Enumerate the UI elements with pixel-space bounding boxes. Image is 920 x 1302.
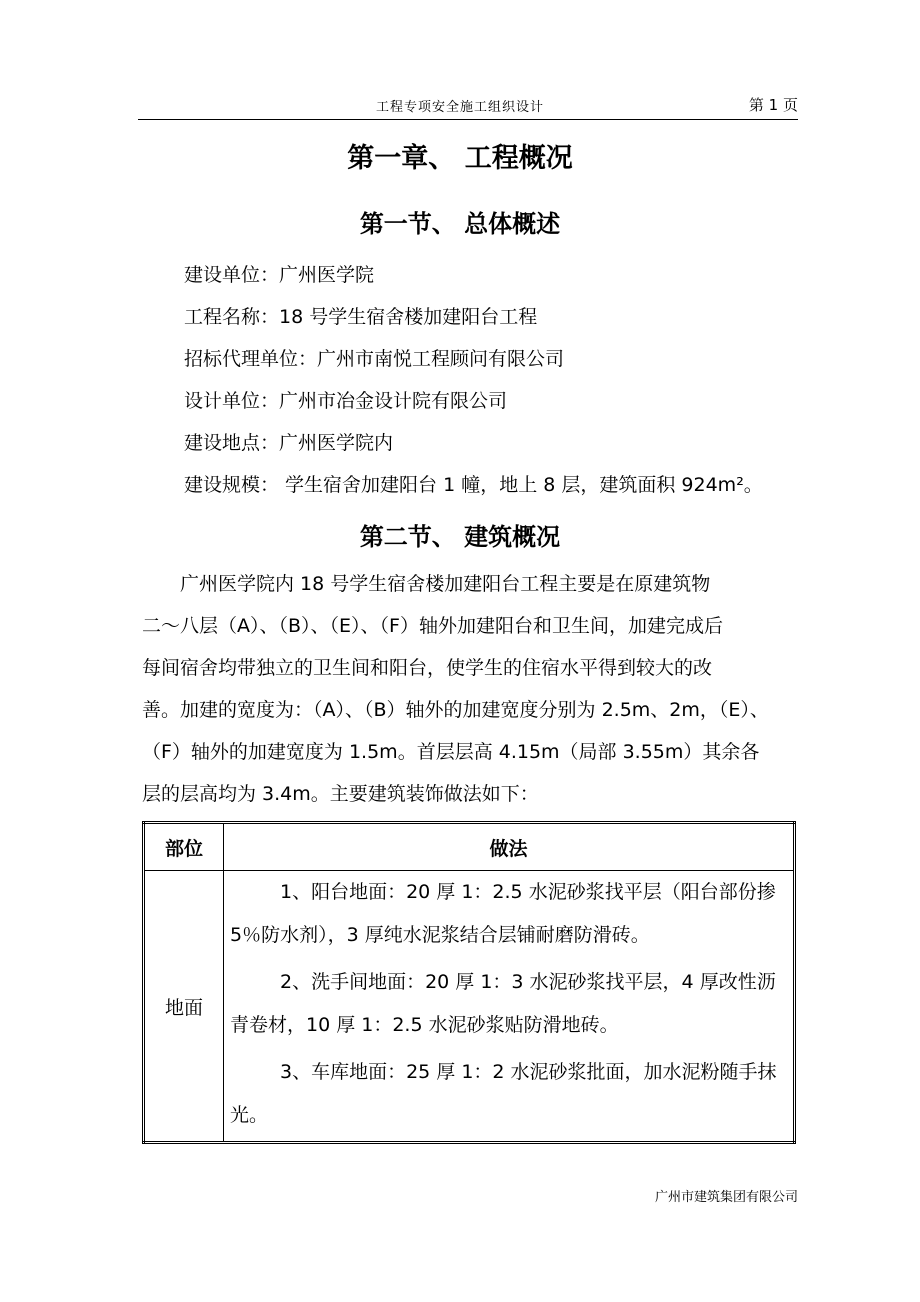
table-header-row (144, 823, 795, 871)
header-title: 工程专项安全施工组织设计 (375, 100, 544, 115)
paragraph-line: 二～八层（A）、（B）、（E）、（F）轴外加建阳台和卫生间，加建完成后 (142, 615, 723, 637)
chapter-title: 第一章、 工程概况 (347, 143, 573, 174)
table-row (144, 871, 795, 1143)
paragraph-line: 每间宿舍均带独立的卫生间和阳台，使学生的住宿水平得到较大的改 (142, 657, 713, 679)
paragraph-line: （F）轴外的加建宽度为 1.5m。首层层高 4.15m（局部 3.55m）其余各 (142, 741, 760, 763)
paragraph-line: 层的层高均为 3.4m。主要建筑装饰做法如下： (142, 783, 539, 805)
table-cell-part: 地面 (144, 871, 224, 1143)
paragraph-line: 广州医学院内 18 号学生宿舍楼加建阳台工程主要是在原建筑物 (142, 573, 711, 595)
info-item-project-name: 工程名称：18 号学生宿舍楼加建阳台工程 (184, 306, 538, 328)
info-item-scale: 建设规模： 学生宿舍加建阳台 1 幢，地上 8 层，建筑面积 924m²。 (184, 474, 763, 496)
method-item: 2、洗手间地面：20 厚 1：3 水泥砂浆找平层，4 厚改性沥青卷材，10 厚 1：2.5 水泥砂浆贴防滑地砖。 (230, 971, 776, 1036)
method-item: 3、车库地面：25 厚 1：2 水泥砂浆批面，加水泥粉随手抹光。 (230, 1061, 777, 1126)
table-header-part: 部位 (144, 823, 224, 871)
info-item-client: 建设单位：广州医学院 (184, 264, 375, 286)
table-header-method: 做法 (224, 823, 795, 871)
table-cell-methods (224, 871, 795, 1143)
paragraph-line: 善。加建的宽度为：（A）、（B）轴外的加建宽度分别为 2.5m、2m，（E）、 (142, 699, 769, 721)
architecture-paragraph (142, 563, 802, 815)
info-item-location: 建设地点：广州医学院内 (184, 432, 394, 454)
info-item-designer: 设计单位：广州市冶金设计院有限公司 (184, 390, 508, 412)
footer-company: 广州市建筑集团有限公司 (654, 1190, 798, 1205)
section-title-architecture: 第二节、 建筑概况 (359, 523, 561, 551)
page-number: 第 1 页 (748, 96, 798, 114)
finishes-table (142, 821, 796, 1144)
section-title-overview: 第一节、 总体概述 (359, 210, 561, 238)
method-item: 1、阳台地面：20 厚 1：2.5 水泥砂浆找平层（阳台部份掺 5％防水剂），3 厚纯水泥浆结合层铺耐磨防滑砖。 (230, 881, 776, 946)
header-divider (138, 119, 798, 120)
info-item-tender-agent: 招标代理单位：广州市南悦工程顾问有限公司 (184, 348, 565, 370)
